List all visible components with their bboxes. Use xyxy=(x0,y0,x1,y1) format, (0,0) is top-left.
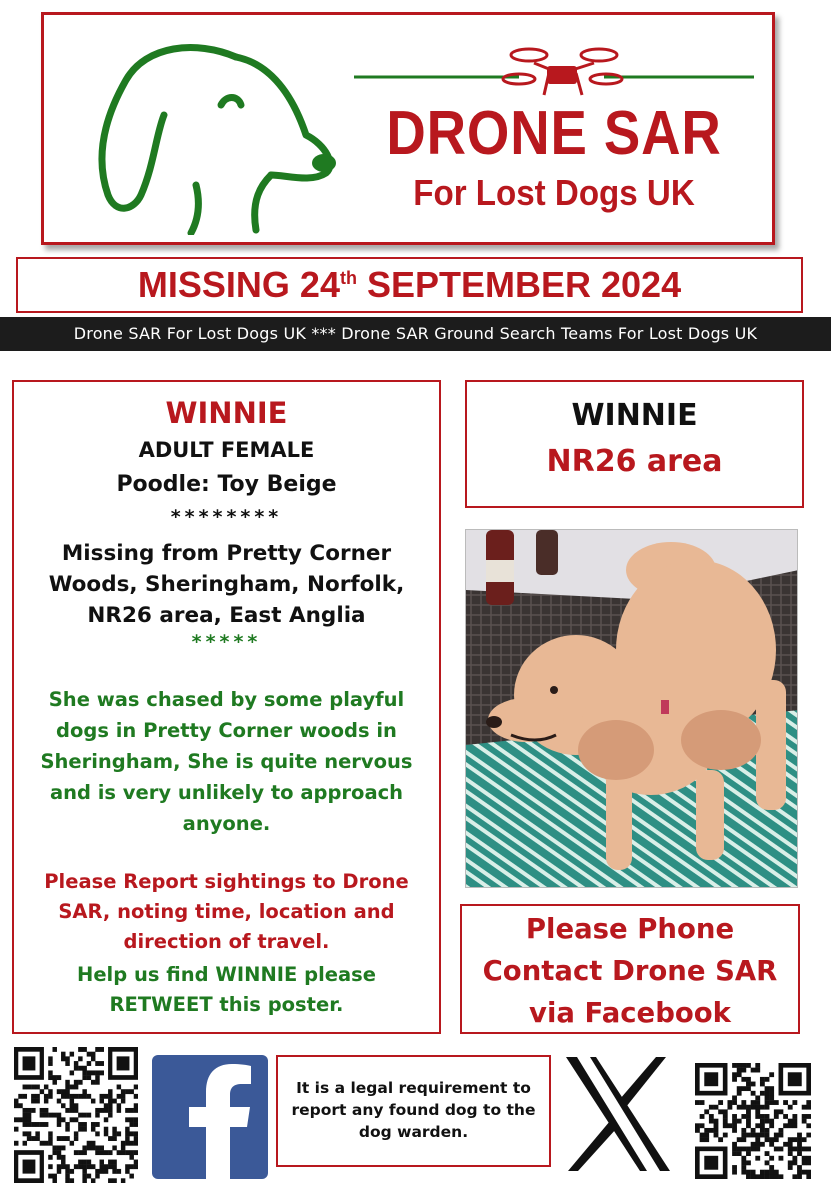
missing-date-ordinal: th xyxy=(339,268,357,288)
phone-contact-card: Please Phone Contact Drone SAR via Facebook xyxy=(460,904,800,1034)
name-card-area: NR26 area xyxy=(546,444,723,479)
poodle-photo-illustration xyxy=(466,530,798,888)
brand-tagline: For Lost Dogs UK xyxy=(413,172,695,213)
legal-notice: It is a legal requirement to report any found dog to the dog warden. xyxy=(291,1079,536,1141)
missing-date-prefix: MISSING 24 xyxy=(137,264,340,305)
retweet-request: Help us find WINNIE please RETWEET this poster. xyxy=(77,963,376,1016)
dog-outline-logo-icon xyxy=(86,35,336,235)
report-instructions: Please Report sightings to Drone SAR, noting time, location and direction of travel. xyxy=(44,870,409,953)
header-logo-panel xyxy=(41,12,775,245)
dog-name: WINNIE xyxy=(165,396,288,430)
drone-icon xyxy=(354,33,754,103)
info-banner: Drone SAR For Lost Dogs UK *** Drone SAR Ground Search Teams For Lost Dogs UK xyxy=(0,317,831,351)
dog-breed: Poodle: Toy Beige xyxy=(116,472,337,497)
name-card xyxy=(465,380,804,508)
legal-notice-box xyxy=(276,1055,551,1167)
brand-name: DRONE SAR xyxy=(386,99,722,168)
dog-age-sex: ADULT FEMALE xyxy=(138,438,315,462)
missing-date-suffix: SEPTEMBER 2024 xyxy=(356,264,682,305)
x-icon[interactable] xyxy=(562,1055,674,1173)
qr-code-icon xyxy=(695,1063,811,1179)
separator-stars: ***** xyxy=(191,631,262,653)
name-card-name: WINNIE xyxy=(571,398,698,433)
dog-details-panel xyxy=(12,380,441,1034)
qr-code-icon xyxy=(14,1047,138,1183)
facebook-icon[interactable] xyxy=(152,1055,268,1179)
separator-stars: ******** xyxy=(170,506,283,528)
missing-date-heading xyxy=(16,257,803,313)
dog-photo xyxy=(465,529,798,888)
incident-description: She was chased by some playful dogs in Pretty Corner woods in Sheringham, She is quite nervous and is very unlikely to approach anyone. xyxy=(40,688,413,835)
missing-location: Missing from Pretty Corner Woods, Sheringham, Norfolk, NR26 area, East Anglia xyxy=(48,541,405,628)
